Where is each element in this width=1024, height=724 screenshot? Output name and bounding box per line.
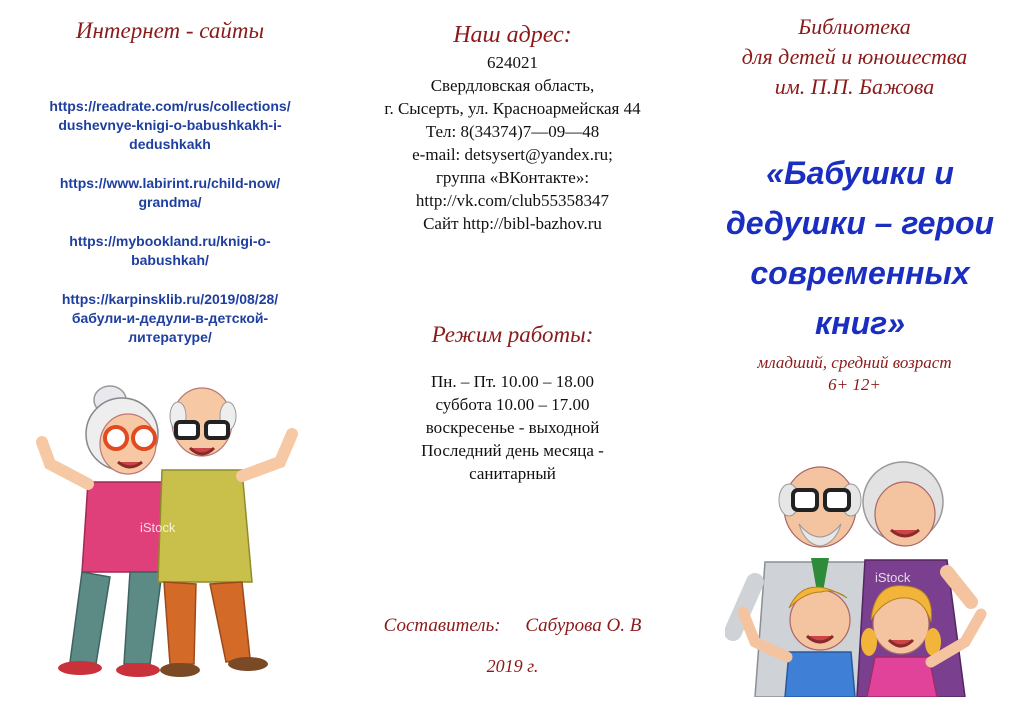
grandpa-figure <box>158 388 292 677</box>
booklet-title: «Бабушки и дедушки – герои современных книг» <box>725 155 995 341</box>
middle-panel <box>340 0 685 724</box>
vk-group-line: группа «ВКонтакте»: <box>435 168 590 187</box>
hours-line: Последний день месяца - <box>421 441 604 460</box>
age-group <box>685 352 1024 396</box>
year: 2019 г. <box>486 656 539 676</box>
hours-line: Пн. – Пт. 10.00 – 18.00 <box>430 372 595 391</box>
address-line: Свердловская область, <box>430 76 595 95</box>
svg-text:iStock: iStock <box>140 520 176 535</box>
right-panel <box>685 0 1024 724</box>
age-marks: 6+ 12+ <box>828 375 881 394</box>
svg-text:iStock: iStock <box>875 570 911 585</box>
compiler-label: Составитель: <box>383 615 501 636</box>
links-list <box>20 97 320 367</box>
internet-sites-heading: Интернет - сайты <box>75 18 265 43</box>
address-block <box>340 51 685 235</box>
compiler-line <box>340 615 685 637</box>
grandparents-illustration <box>30 372 320 687</box>
website-link[interactable]: https://karpinsklib.ru/2019/08/28/ бабули-и-дедули-в-детской- литературе/ <box>61 291 279 345</box>
vk-link[interactable]: http://vk.com/club55358347 <box>415 191 610 210</box>
hours-line: суббота 10.00 – 17.00 <box>435 395 590 414</box>
site-link[interactable]: Сайт http://bibl-bazhov.ru <box>423 214 602 233</box>
hours-line: санитарный <box>469 464 556 483</box>
website-link[interactable]: https://www.labirint.ru/child-now/ grandma/ <box>59 175 281 210</box>
library-name: Библиотека для детей и юношества им. П.П. Бажова <box>741 14 968 99</box>
address-line: 624021 <box>487 53 538 72</box>
email-line: e-mail: detsysert@yandex.ru; <box>412 145 613 164</box>
address-line: г. Сысерть, ул. Красноармейская 44 <box>384 99 641 118</box>
website-link[interactable]: https://readrate.com/rus/collections/ dushevnye-knigi-o-babushkakh-i- dedushkakh <box>49 98 291 152</box>
website-link[interactable]: https://mybookland.ru/knigi-o- babushkah/ <box>69 233 271 268</box>
hours-heading: Режим работы: <box>431 322 594 347</box>
hours-line: воскресенье - выходной <box>425 418 600 437</box>
hours-block <box>340 370 685 485</box>
left-panel <box>0 0 340 724</box>
phone-line: Тел: 8(34374)7—09—48 <box>425 122 600 141</box>
family-illustration <box>725 452 1005 697</box>
address-heading: Наш адрес: <box>453 22 572 48</box>
compiler-name: Сабурова О. В <box>525 615 642 636</box>
age-line: младший, средний возраст <box>757 353 952 372</box>
